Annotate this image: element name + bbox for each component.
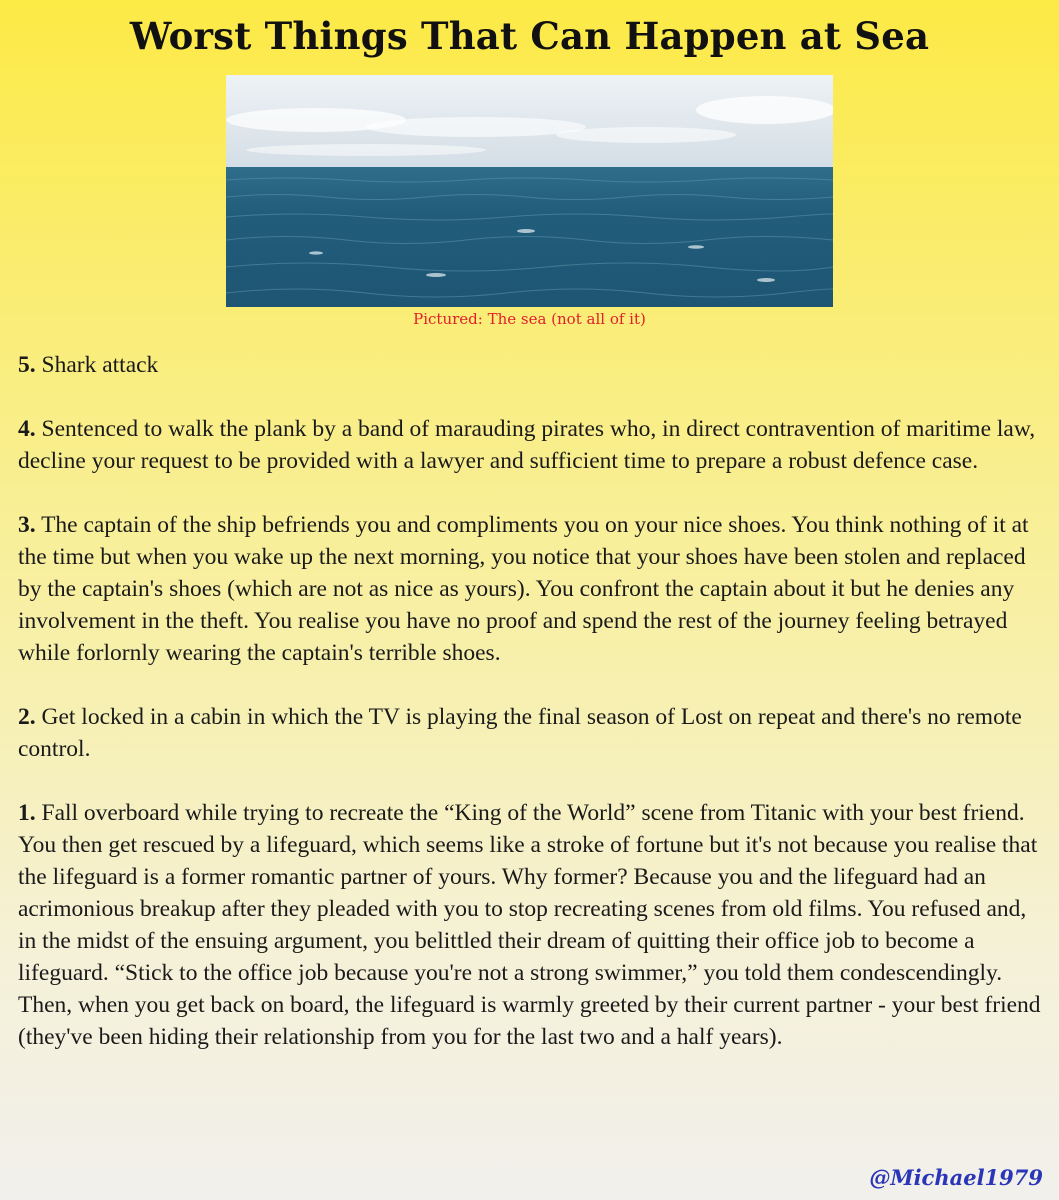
item-text: Fall overboard while trying to recreate the “King of the World” scene from Titanic with your best friend. You then get rescued by a lifeguard, which seems like a stroke of fortune but it's not because you realise that the lifeguard is a former romantic partner of yours. Why former? Because you and the lifeguard had an acrimonious breakup after they pleaded with you to stop recreating scenes from old films. You refused and, in the midst of the ensuing argument, you belittled their dream of quitting their office job to become a lifeguard. “Stick to the office job because you're not a strong swimmer,” you told them condescendingly. Then, when you get back on board, the lifeguard is warmly greeted by their current partner - your best friend (they've been hiding their relationship from you for the last two and a half years). <box>18 800 1041 1050</box>
list-item <box>18 413 1048 477</box>
item-text: The captain of the ship befriends you and compliments you on your nice shoes. You think nothing of it at the time but when you wake up the next morning, you notice that your shoes have been stolen and replaced by the captain's shoes (which are not as nice as yours). You confront the captain about it but he denies any involvement in the theft. You realise you have no proof and spend the rest of the journey feeling betrayed while forlornly wearing the captain's terrible shoes. <box>18 512 1029 666</box>
item-number: 4. <box>18 416 36 442</box>
item-number: 3. <box>18 512 36 538</box>
list-item <box>18 349 1048 381</box>
page-title: Worst Things That Can Happen at Sea <box>129 14 930 58</box>
list-item <box>18 797 1048 1053</box>
item-number: 1. <box>18 800 36 826</box>
item-text: Sentenced to walk the plank by a band of marauding pirates who, in direct contravention of maritime law, decline your request to be provided with a lawyer and sufficient time to prepare a robust defence case. <box>18 416 1036 474</box>
author-handle: @Michael1979 <box>869 1165 1043 1190</box>
item-number: 5. <box>18 352 36 378</box>
list-item <box>18 701 1048 765</box>
ranked-list <box>18 349 1048 1085</box>
list-item <box>18 509 1048 669</box>
photo-caption: Pictured: The sea (not all of it) <box>413 310 646 328</box>
item-number: 2. <box>18 704 36 730</box>
item-text: Get locked in a cabin in which the TV is playing the final season of Lost on repeat and there's no remote control. <box>18 704 1022 762</box>
item-text: Shark attack <box>41 352 159 378</box>
sea-photo <box>226 75 833 307</box>
